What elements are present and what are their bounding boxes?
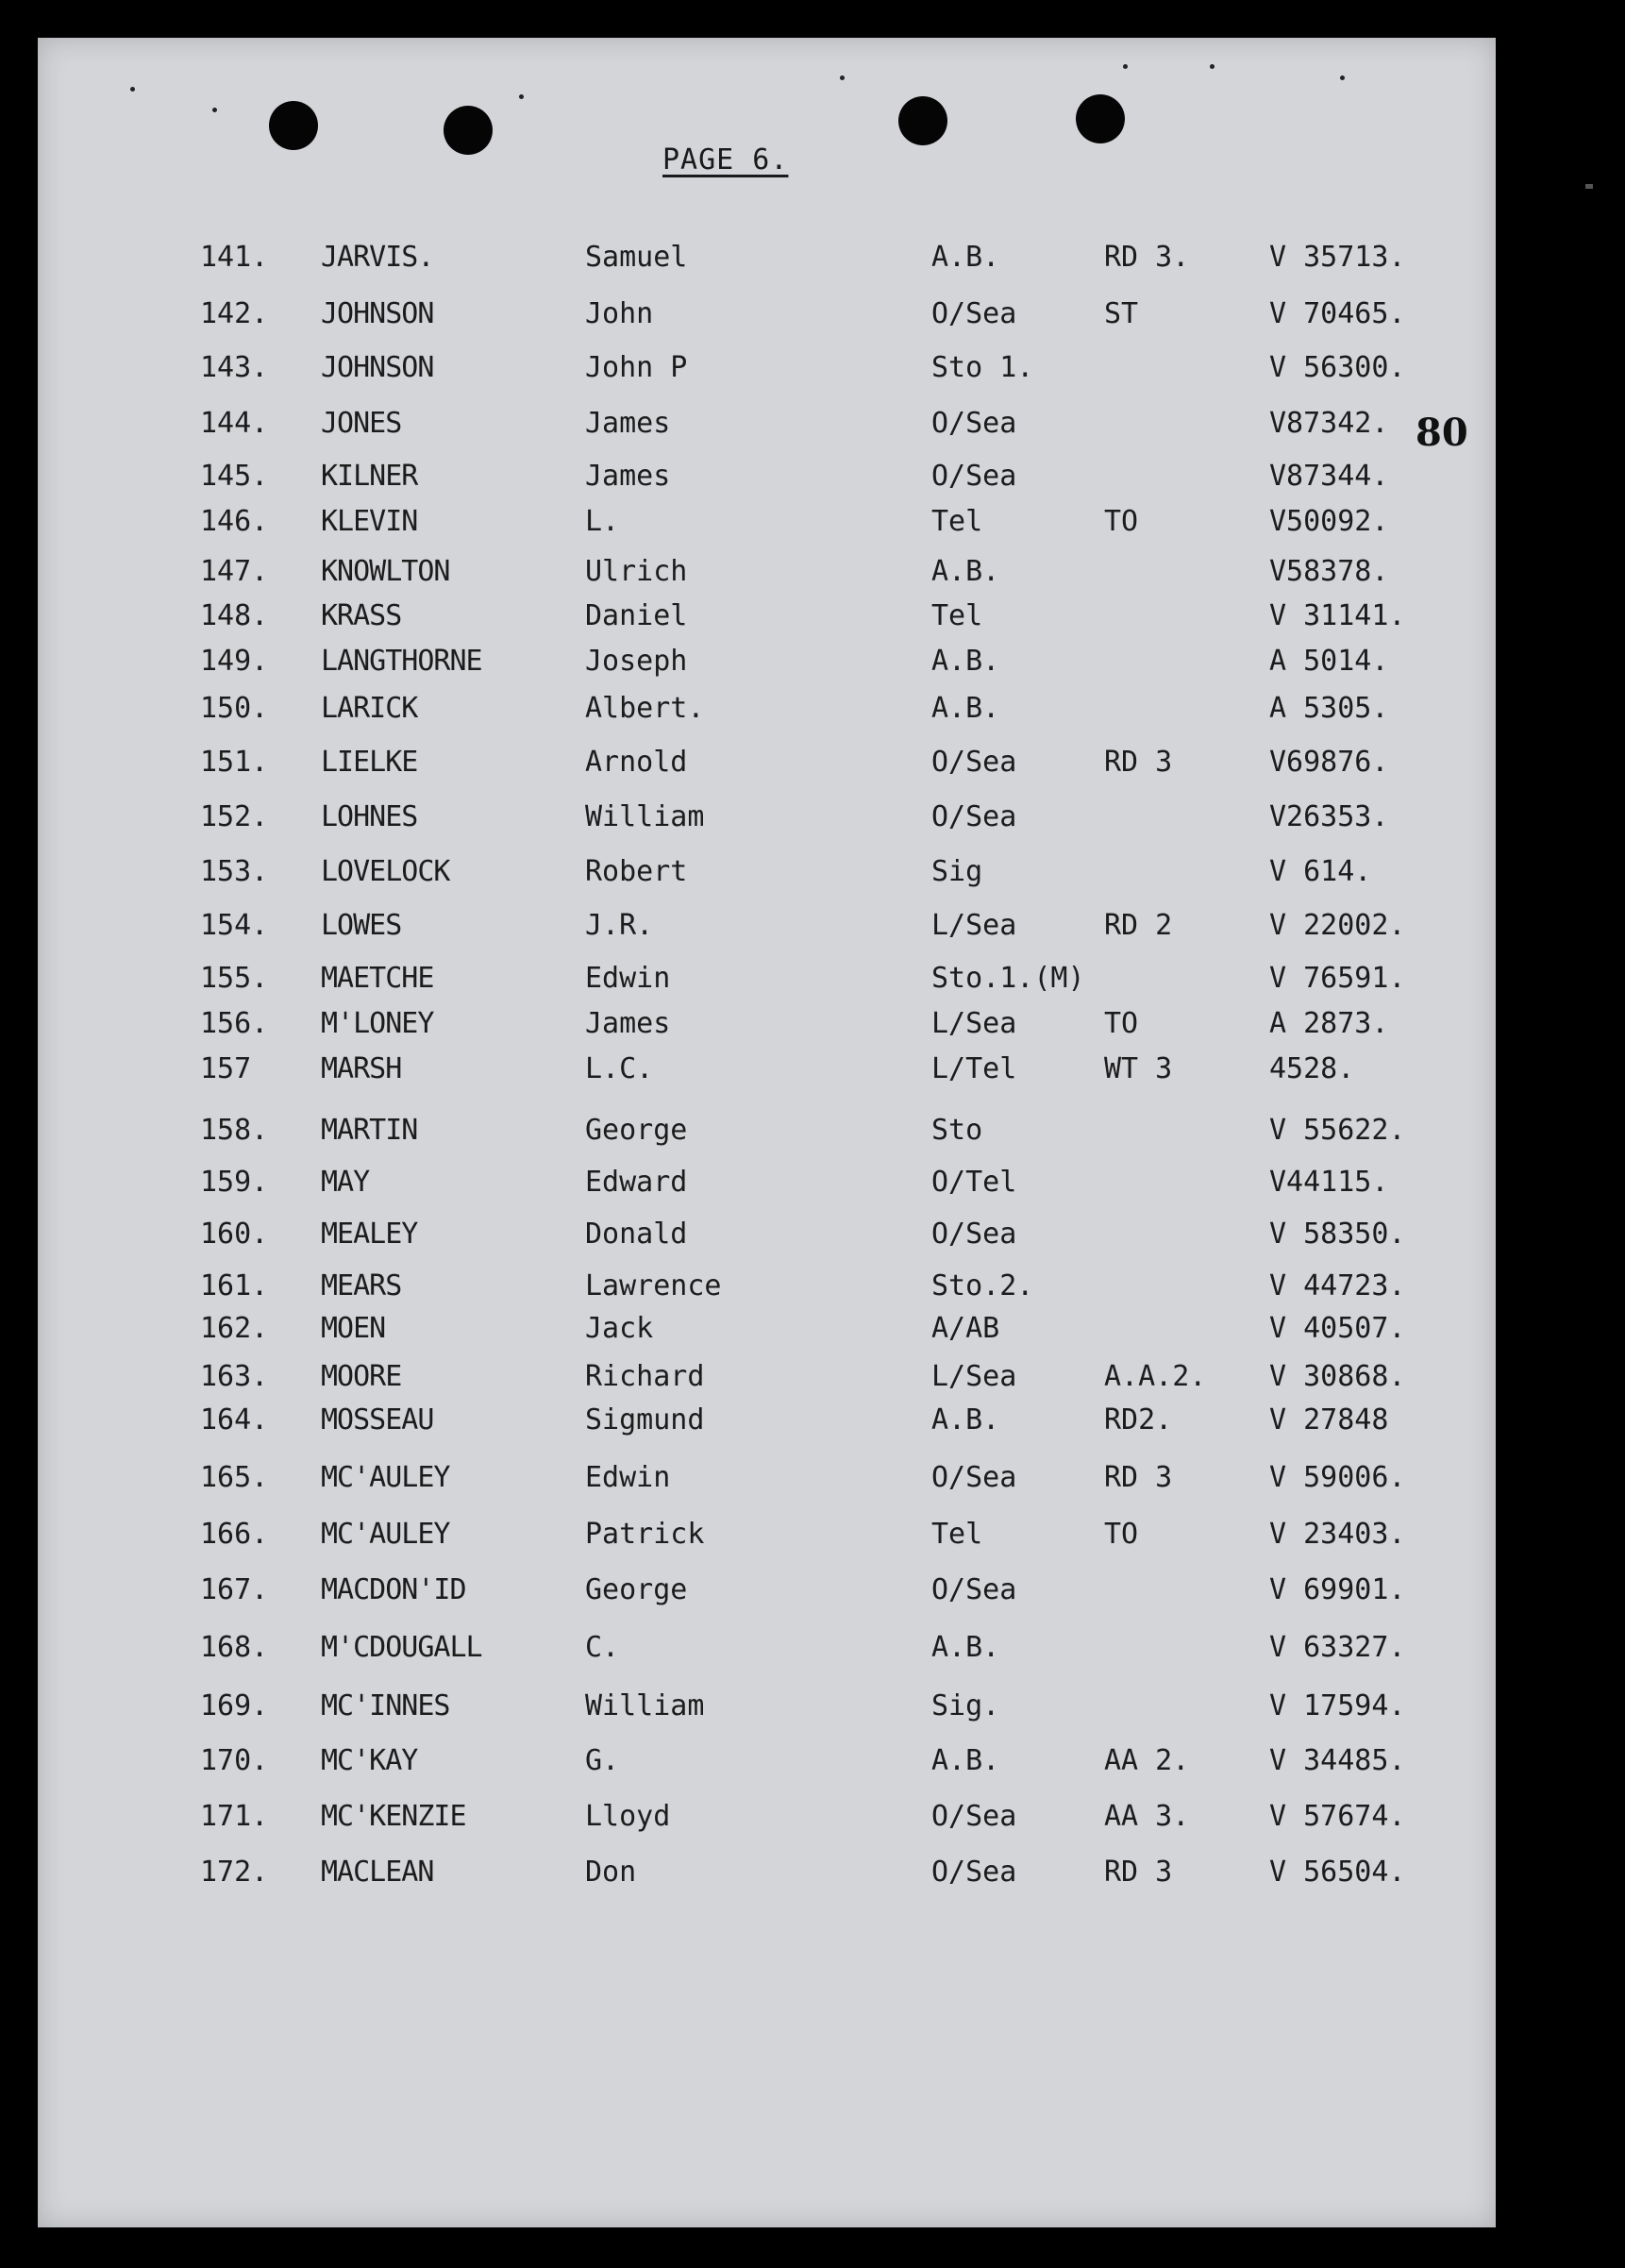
official-number-cell: V 57674. [1269, 1800, 1406, 1833]
table-row [38, 800, 1496, 838]
table-row [38, 297, 1496, 335]
official-number-cell: V87344. [1269, 460, 1389, 493]
table-row [38, 1166, 1496, 1203]
table-row [38, 599, 1496, 637]
surname-cell: MOORE [321, 1360, 402, 1393]
rank-cell: L/Sea [931, 1007, 1017, 1040]
given-name-cell: William [585, 800, 705, 833]
surname-cell: JARVIS. [321, 241, 434, 274]
table-row [38, 962, 1496, 1000]
surname-cell: MC'AULEY [321, 1518, 450, 1551]
given-name-cell: James [585, 460, 671, 493]
table-row [38, 1631, 1496, 1669]
table-row [38, 746, 1496, 783]
rank-cell: A/AB [931, 1312, 1000, 1345]
given-name-cell: J.R. [585, 909, 654, 942]
surname-cell: LARICK [321, 692, 418, 725]
official-number-cell: V 58350. [1269, 1218, 1406, 1251]
rank-cell: A.B. [931, 692, 1000, 725]
speck [1340, 76, 1345, 80]
document-page [38, 38, 1496, 2227]
row-number: 168. [200, 1631, 269, 1664]
qualification-cell: ST [1104, 297, 1139, 330]
official-number-cell: V 76591. [1269, 962, 1406, 995]
table-row [38, 1800, 1496, 1838]
official-number-cell: V 63327. [1269, 1631, 1406, 1664]
official-number-cell: V 17594. [1269, 1689, 1406, 1722]
speck [1210, 64, 1215, 69]
row-number: 167. [200, 1573, 269, 1606]
table-row [38, 460, 1496, 497]
surname-cell: MC'INNES [321, 1689, 450, 1722]
given-name-cell: George [585, 1573, 688, 1606]
row-number: 166. [200, 1518, 269, 1551]
edge-mark [1585, 184, 1593, 189]
rank-cell: A.B. [931, 1631, 1000, 1664]
given-name-cell: Samuel [585, 241, 688, 274]
row-number: 150. [200, 692, 269, 725]
surname-cell: MOSSEAU [321, 1403, 434, 1436]
speck [519, 94, 524, 99]
official-number-cell: A 2873. [1269, 1007, 1389, 1040]
qualification-cell: RD 3 [1104, 1461, 1173, 1494]
official-number-cell: V 30868. [1269, 1360, 1406, 1393]
given-name-cell: Edwin [585, 1461, 671, 1494]
given-name-cell: Jack [585, 1312, 654, 1345]
official-number-cell: V 22002. [1269, 909, 1406, 942]
surname-cell: KRASS [321, 599, 402, 632]
official-number-cell: V87342. [1269, 407, 1389, 440]
official-number-cell: V 34485. [1269, 1744, 1406, 1777]
rank-cell: O/Sea [931, 800, 1017, 833]
rank-cell: O/Sea [931, 746, 1017, 779]
official-number-cell: V 31141. [1269, 599, 1406, 632]
official-number-cell: V 23403. [1269, 1518, 1406, 1551]
qualification-cell: AA 3. [1104, 1800, 1190, 1833]
surname-cell: MACLEAN [321, 1856, 434, 1889]
speck [212, 108, 217, 112]
row-number: 159. [200, 1166, 269, 1199]
surname-cell: MC'KAY [321, 1744, 418, 1777]
rank-cell: O/Sea [931, 407, 1017, 440]
qualification-cell: AA 2. [1104, 1744, 1190, 1777]
table-row [38, 241, 1496, 278]
row-number: 170. [200, 1744, 269, 1777]
given-name-cell: Robert [585, 855, 688, 888]
row-number: 143. [200, 351, 269, 384]
surname-cell: MEALEY [321, 1218, 418, 1251]
table-row [38, 909, 1496, 947]
official-number-cell: A 5014. [1269, 645, 1389, 678]
rank-cell: Sto [931, 1114, 983, 1147]
table-row [38, 1461, 1496, 1499]
surname-cell: LANGTHORNE [321, 645, 482, 678]
given-name-cell: William [585, 1689, 705, 1722]
row-number: 171. [200, 1800, 269, 1833]
rank-cell: A.B. [931, 555, 1000, 588]
rank-cell: Tel [931, 1518, 983, 1551]
surname-cell: KNOWLTON [321, 555, 450, 588]
given-name-cell: L.C. [585, 1052, 654, 1085]
given-name-cell: Albert. [585, 692, 705, 725]
rank-cell: Sig. [931, 1689, 1000, 1722]
table-row [38, 1218, 1496, 1255]
row-number: 142. [200, 297, 269, 330]
qualification-cell: RD 3 [1104, 1856, 1173, 1889]
official-number-cell: V 35713. [1269, 241, 1406, 274]
surname-cell: KLEVIN [321, 505, 418, 538]
row-number: 154. [200, 909, 269, 942]
table-row [38, 1689, 1496, 1727]
row-number: 162. [200, 1312, 269, 1345]
surname-cell: JOHNSON [321, 297, 434, 330]
official-number-cell: V 70465. [1269, 297, 1406, 330]
surname-cell: MARTIN [321, 1114, 418, 1147]
given-name-cell: Edward [585, 1166, 688, 1199]
row-number: 163. [200, 1360, 269, 1393]
official-number-cell: A 5305. [1269, 692, 1389, 725]
rank-cell: A.B. [931, 241, 1000, 274]
rank-cell: O/Tel [931, 1166, 1017, 1199]
rank-cell: Tel [931, 599, 983, 632]
surname-cell: MOEN [321, 1312, 386, 1345]
table-row [38, 1007, 1496, 1045]
rank-cell: Sig [931, 855, 983, 888]
table-row [38, 692, 1496, 730]
row-number: 141. [200, 241, 269, 274]
official-number-cell: V 69901. [1269, 1573, 1406, 1606]
official-number-cell: V44115. [1269, 1166, 1389, 1199]
qualification-cell: TO [1104, 1007, 1139, 1040]
table-row [38, 1052, 1496, 1090]
official-number-cell: V58378. [1269, 555, 1389, 588]
qualification-cell: RD 3. [1104, 241, 1190, 274]
row-number: 164. [200, 1403, 269, 1436]
given-name-cell: James [585, 407, 671, 440]
row-number: 161. [200, 1269, 269, 1302]
table-row [38, 1114, 1496, 1151]
rank-cell: L/Sea [931, 1360, 1017, 1393]
surname-cell: LOWES [321, 909, 402, 942]
official-number-cell: V 27848 [1269, 1403, 1389, 1436]
row-number: 146. [200, 505, 269, 538]
speck [130, 87, 135, 92]
surname-cell: M'LONEY [321, 1007, 434, 1040]
surname-cell: MARSH [321, 1052, 402, 1085]
surname-cell: LOHNES [321, 800, 418, 833]
surname-cell: KILNER [321, 460, 418, 493]
row-number: 148. [200, 599, 269, 632]
surname-cell: LIELKE [321, 746, 418, 779]
margin-page-number: 80 [1416, 411, 1468, 455]
table-row [38, 351, 1496, 389]
row-number: 172. [200, 1856, 269, 1889]
punch-hole [269, 101, 318, 150]
surname-cell: MEARS [321, 1269, 402, 1302]
punch-hole [444, 106, 493, 155]
row-number: 153. [200, 855, 269, 888]
given-name-cell: John [585, 297, 654, 330]
surname-cell: MAETCHE [321, 962, 434, 995]
table-row [38, 1403, 1496, 1441]
surname-cell: MC'AULEY [321, 1461, 450, 1494]
table-row [38, 555, 1496, 593]
surname-cell: LOVELOCK [321, 855, 450, 888]
rank-cell: Sto.1.(M) [931, 962, 1085, 995]
surname-cell: JOHNSON [321, 351, 434, 384]
rank-cell: O/Sea [931, 1461, 1017, 1494]
given-name-cell: Ulrich [585, 555, 688, 588]
given-name-cell: Edwin [585, 962, 671, 995]
given-name-cell: Patrick [585, 1518, 705, 1551]
given-name-cell: L. [585, 505, 620, 538]
given-name-cell: Joseph [585, 645, 688, 678]
row-number: 157 [200, 1052, 252, 1085]
row-number: 149. [200, 645, 269, 678]
qualification-cell: WT 3 [1104, 1052, 1173, 1085]
row-number: 145. [200, 460, 269, 493]
surname-cell: M'CDOUGALL [321, 1631, 482, 1664]
table-row [38, 1269, 1496, 1307]
punch-hole [1076, 94, 1125, 143]
row-number: 165. [200, 1461, 269, 1494]
rank-cell: O/Sea [931, 1573, 1017, 1606]
given-name-cell: C. [585, 1631, 620, 1664]
official-number-cell: V 59006. [1269, 1461, 1406, 1494]
row-number: 152. [200, 800, 269, 833]
given-name-cell: Donald [585, 1218, 688, 1251]
table-row [38, 1360, 1496, 1398]
official-number-cell: V26353. [1269, 800, 1389, 833]
given-name-cell: Daniel [585, 599, 688, 632]
punch-hole [898, 96, 947, 145]
rank-cell: Tel [931, 505, 983, 538]
surname-cell: MACDON'ID [321, 1573, 466, 1606]
row-number: 155. [200, 962, 269, 995]
qualification-cell: RD 3 [1104, 746, 1173, 779]
table-row [38, 645, 1496, 682]
given-name-cell: Lawrence [585, 1269, 722, 1302]
official-number-cell: V 614. [1269, 855, 1372, 888]
given-name-cell: Lloyd [585, 1800, 671, 1833]
row-number: 160. [200, 1218, 269, 1251]
given-name-cell: George [585, 1114, 688, 1147]
table-row [38, 1573, 1496, 1611]
official-number-cell: V 56300. [1269, 351, 1406, 384]
qualification-cell: A.A.2. [1104, 1360, 1207, 1393]
row-number: 169. [200, 1689, 269, 1722]
official-number-cell: V69876. [1269, 746, 1389, 779]
given-name-cell: G. [585, 1744, 620, 1777]
row-number: 147. [200, 555, 269, 588]
rank-cell: A.B. [931, 645, 1000, 678]
official-number-cell: V 40507. [1269, 1312, 1406, 1345]
official-number-cell: 4528. [1269, 1052, 1355, 1085]
rank-cell: L/Tel [931, 1052, 1017, 1085]
given-name-cell: Richard [585, 1360, 705, 1393]
official-number-cell: V50092. [1269, 505, 1389, 538]
given-name-cell: Sigmund [585, 1403, 705, 1436]
table-row [38, 1856, 1496, 1893]
rank-cell: A.B. [931, 1744, 1000, 1777]
given-name-cell: James [585, 1007, 671, 1040]
table-row [38, 1744, 1496, 1782]
row-number: 156. [200, 1007, 269, 1040]
rank-cell: O/Sea [931, 460, 1017, 493]
qualification-cell: RD2. [1104, 1403, 1173, 1436]
rank-cell: L/Sea [931, 909, 1017, 942]
official-number-cell: V 55622. [1269, 1114, 1406, 1147]
rank-cell: O/Sea [931, 1800, 1017, 1833]
table-row [38, 1312, 1496, 1350]
row-number: 151. [200, 746, 269, 779]
qualification-cell: TO [1104, 1518, 1139, 1551]
speck [840, 76, 845, 80]
given-name-cell: Don [585, 1856, 637, 1889]
table-row [38, 505, 1496, 543]
table-row [38, 407, 1496, 445]
surname-cell: MAY [321, 1166, 370, 1199]
table-row [38, 1518, 1496, 1555]
table-row [38, 855, 1496, 893]
given-name-cell: John P [585, 351, 688, 384]
speck [1123, 64, 1128, 69]
qualification-cell: RD 2 [1104, 909, 1173, 942]
row-number: 144. [200, 407, 269, 440]
page-title: PAGE 6. [662, 143, 789, 176]
official-number-cell: V 44723. [1269, 1269, 1406, 1302]
surname-cell: MC'KENZIE [321, 1800, 466, 1833]
official-number-cell: V 56504. [1269, 1856, 1406, 1889]
given-name-cell: Arnold [585, 746, 688, 779]
rank-cell: O/Sea [931, 1856, 1017, 1889]
rank-cell: O/Sea [931, 297, 1017, 330]
row-number: 158. [200, 1114, 269, 1147]
rank-cell: A.B. [931, 1403, 1000, 1436]
rank-cell: O/Sea [931, 1218, 1017, 1251]
surname-cell: JONES [321, 407, 402, 440]
rank-cell: Sto 1. [931, 351, 1034, 384]
qualification-cell: TO [1104, 505, 1139, 538]
rank-cell: Sto.2. [931, 1269, 1034, 1302]
